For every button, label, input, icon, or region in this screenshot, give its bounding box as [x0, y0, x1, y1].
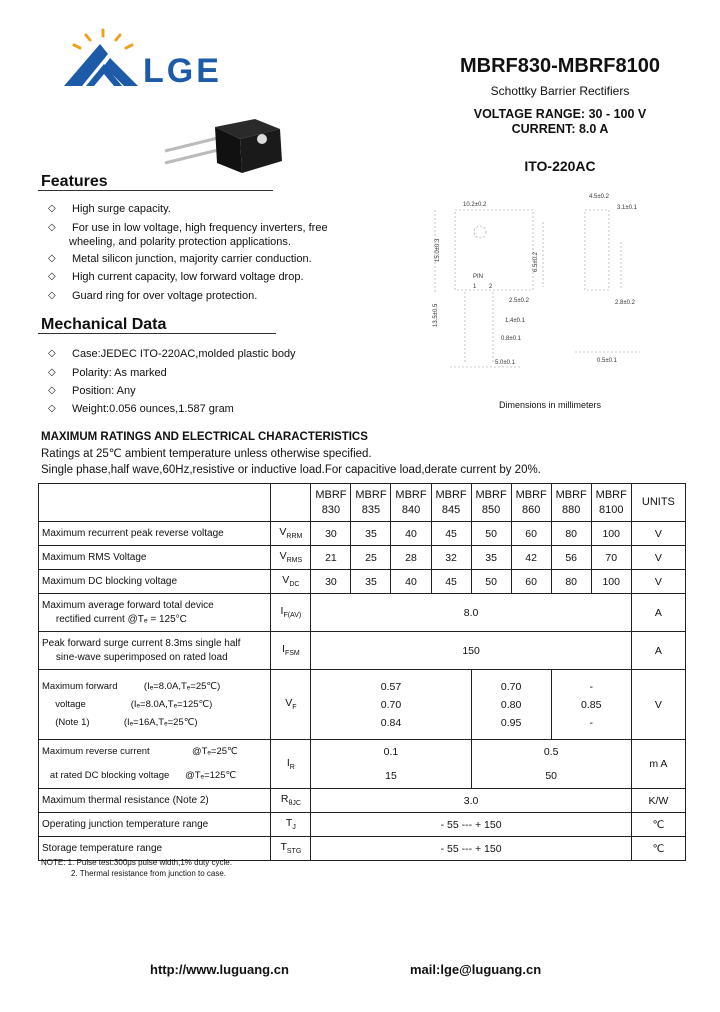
bullet-diamond-icon: ◇ — [48, 403, 56, 414]
product-subtitle: Schottky Barrier Rectifiers — [490, 84, 630, 98]
package-name: ITO-220AC — [524, 158, 596, 174]
table-row-vrrm: Maximum recurrent peak reverse voltage $V_{RRM}$ 30 35 40 45 50 60 80 100 V — [39, 522, 686, 546]
feature-item: ◇ Metal silicon junction, majority carrier conduction. — [48, 253, 312, 265]
dim-label: 3.1±0.1 — [617, 205, 637, 211]
mechanical-item: ◇ Weight:0.056 ounces,1.587 gram — [48, 403, 234, 415]
mechanical-item: ◇ Position: Any — [48, 385, 136, 397]
table-row-ifsm: Peak forward surge current 8.3ms single half sine-wave superimposed on rated load $I_{FSM}$ 150 A — [39, 632, 686, 670]
current-rating: CURRENT: 8.0 A — [511, 122, 609, 136]
dim-label: 5.0±0.1 — [495, 360, 515, 366]
dim-label: 13.5±0.5 — [433, 303, 439, 327]
table-header-row — [39, 484, 686, 522]
model-header: MBRF 860 — [511, 484, 551, 522]
feature-item: ◇ High current capacity, low forward voltage drop. — [48, 271, 304, 283]
table-row-rth: Maximum thermal resistance (Note 2) $R_{\theta JC}$ 3.0 K/W — [39, 789, 686, 813]
table-row-ir: Maximum reverse current @Tₑ=25℃ at rated DC blocking voltage @Tₑ=125℃ $I_R$ 0.1 15 0.5 50 m A — [39, 740, 686, 789]
bullet-diamond-icon: ◇ — [48, 290, 56, 301]
table-row-vdc: Maximum DC blocking voltage $V_{DC}$ 30 35 40 45 50 60 80 100 V — [39, 570, 686, 594]
dim-label: 2.8±0.2 — [615, 300, 635, 306]
email-link[interactable]: mail:lge@luguang.cn — [410, 962, 542, 977]
model-header: MBRF 835 — [351, 484, 391, 522]
model-header: MBRF 8100 — [591, 484, 631, 522]
dim-label: 15.0±0.3 — [435, 238, 441, 262]
dim-label: 2.5±0.2 — [509, 298, 529, 304]
ratings-title: MAXIMUM RATINGS AND ELECTRICAL CHARACTERISTICS — [41, 431, 368, 443]
feature-item: ◇ High surge capacity. — [48, 203, 171, 215]
model-header: MBRF 850 — [471, 484, 511, 522]
feature-item: ◇ For use in low voltage, high frequency inverters, free — [48, 222, 328, 234]
mechanical-title: Mechanical Data — [41, 316, 167, 333]
mechanical-item: ◇ Case:JEDEC ITO-220AC,molded plastic body — [48, 348, 296, 360]
model-header: MBRF 830 — [311, 484, 351, 522]
voltage-range: VOLTAGE RANGE: 30 - 100 V — [473, 107, 647, 121]
ratings-condition: Ratings at 25℃ ambient temperature unless otherwise specified. — [41, 448, 372, 460]
bullet-diamond-icon: ◇ — [48, 348, 56, 359]
features-divider — [38, 190, 273, 191]
table-row-tstg: Storage temperature range $T_{STG}$ - 55 --- + 150 ℃ — [39, 837, 686, 861]
dim-label: 4.5±0.2 — [589, 194, 609, 200]
bullet-diamond-icon: ◇ — [48, 203, 56, 214]
dim-label: 6.5±0.2 — [533, 252, 539, 272]
dimensions-caption: Dimensions in millimeters — [498, 400, 602, 410]
component-image — [160, 115, 290, 175]
website-link[interactable]: http://www.luguang.cn — [150, 962, 289, 977]
features-title: Features — [41, 173, 108, 190]
bullet-diamond-icon: ◇ — [48, 271, 56, 282]
table-row-vf: Maximum forward (Iₑ=8.0A,Tₑ=25℃) voltage (Iₑ=8.0A,Tₑ=125℃) (Note 1) (Iₑ=16A,Tₑ=25℃) $V_F$ 0.57 0.70 0.84 0.70 0.80 0.95 - 0.85 - V — [39, 670, 686, 740]
dim-label: 1.4±0.1 — [505, 318, 525, 324]
notes: NOTE: 1. Pulse test:300μs pulse width,1% duty cycle. 2. Thermal resistance from junction to case. — [41, 858, 232, 878]
feature-item-continued: wheeling, and polarity protection applications. — [69, 236, 291, 248]
table-row-vrms: Maximum RMS Voltage $V_{RMS}$ 21 25 28 32 35 42 56 70 V — [39, 546, 686, 570]
logo-text: LGE — [143, 52, 222, 90]
dim-label: 1 — [473, 284, 477, 290]
dim-label: 0.5±0.1 — [597, 358, 617, 364]
dim-label: 2 — [489, 284, 493, 290]
dim-label: 10.2±0.2 — [463, 202, 487, 208]
feature-item: ◇ Guard ring for over voltage protection. — [48, 290, 258, 302]
bullet-diamond-icon: ◇ — [48, 253, 56, 264]
dim-label: 0.8±0.1 — [501, 336, 521, 342]
dimension-drawing — [425, 192, 685, 392]
ratings-load-note: Single phase,half wave,60Hz,resistive or inductive load.For capacitive load,derate current by 20%. — [41, 464, 541, 476]
bullet-diamond-icon: ◇ — [48, 222, 56, 233]
mechanical-item: ◇ Polarity: As marked — [48, 367, 167, 379]
bullet-diamond-icon: ◇ — [48, 385, 56, 396]
bullet-diamond-icon: ◇ — [48, 367, 56, 378]
model-header: MBRF 845 — [431, 484, 471, 522]
table-row-ifav: Maximum average forward total device rectified current @Tₑ = 125°C $I_{F(AV)}$ 8.0 A — [39, 594, 686, 632]
dim-label: PIN — [473, 274, 484, 280]
table-row-tj: Operating junction temperature range $T_J$ - 55 --- + 150 ℃ — [39, 813, 686, 837]
model-header: MBRF 880 — [551, 484, 591, 522]
part-number-title: MBRF830-MBRF8100 — [459, 55, 661, 77]
units-header: UNITS — [631, 484, 685, 522]
model-header: MBRF 840 — [391, 484, 431, 522]
ratings-table — [38, 483, 686, 861]
mechanical-divider — [38, 333, 276, 334]
